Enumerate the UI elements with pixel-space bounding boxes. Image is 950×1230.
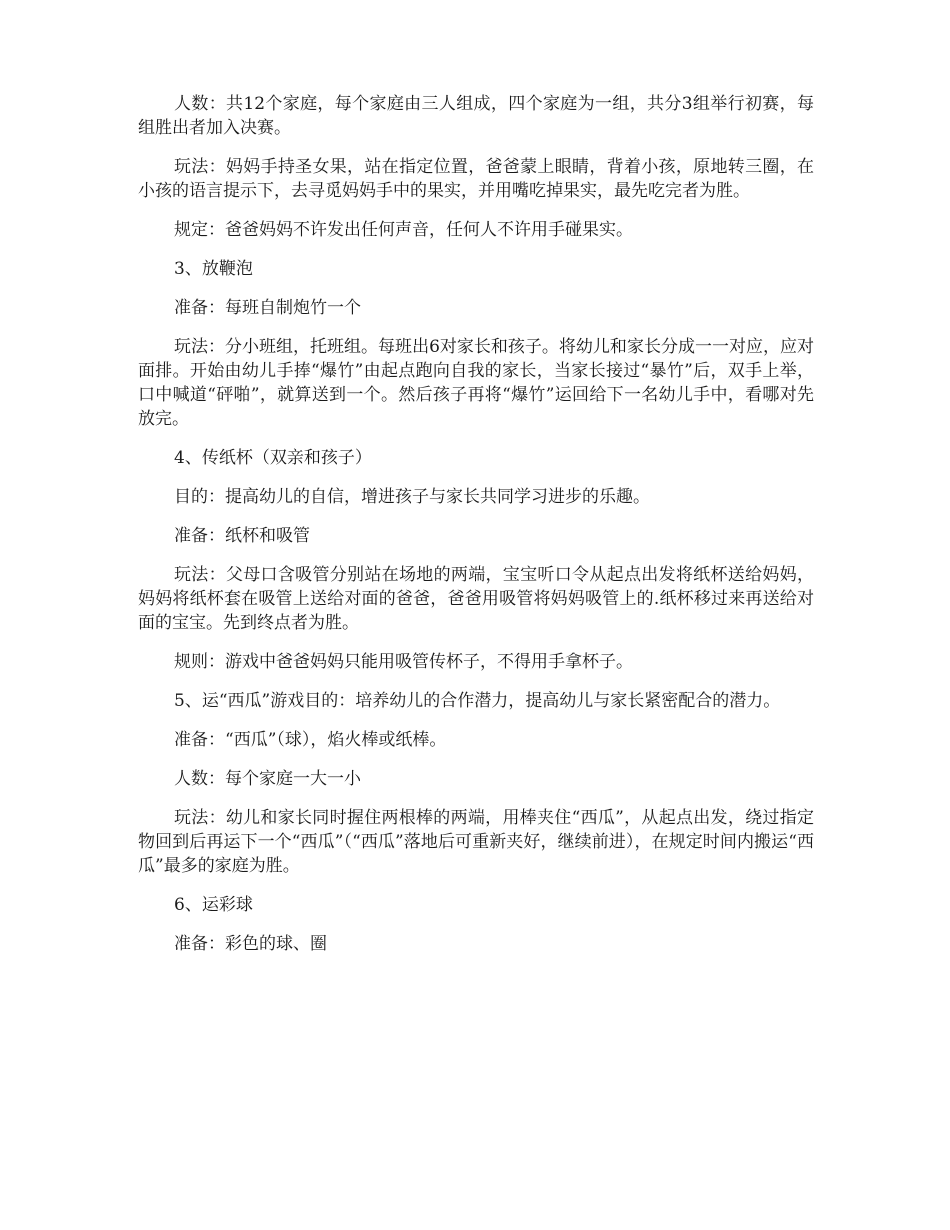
paragraph-watermelon-participants: 人数：每个家庭一大一小 xyxy=(174,769,361,789)
section-heading-watermelon: 5、运“西瓜”游戏目的：培养幼儿的合作潜力，提高幼儿与家长紧密配合的潜力。 xyxy=(174,691,781,711)
section-heading-firecracker: 3、放鞭泡 xyxy=(174,259,253,279)
document-page xyxy=(138,92,814,971)
paragraph-cup-rules: 规则：游戏中爸爸妈妈只能用吸管传杯子，不得用手拿杯子。 xyxy=(174,652,633,672)
paragraph-rules-play: 玩法：妈妈手持圣女果，站在指定位置，爸爸蒙上眼睛，背着小孩，原地转三圈，在小孩的语言提示下，去寻觅妈妈手中的果实，并用嘴吃掉果实，最先吃完者为胜。 xyxy=(138,157,814,201)
paragraph-firecracker-play: 玩法：分小班组，托班组。每班出6对家长和孩子。将幼儿和家长分成一一对应，应对面排。开始由幼儿手捧“爆竹”由起点跑向自我的家长，当家长接过“暴竹”后，双手上举，口中喊道“砰啪”，就算送到一个。然后孩子再将“爆竹”运回给下一名幼儿手中，看哪对先放完。 xyxy=(138,337,814,429)
paragraph-cup-play: 玩法：父母口含吸管分别站在场地的两端，宝宝听口令从起点出发将纸杯送给妈妈，妈妈将纸杯套在吸管上送给对面的爸爸，爸爸用吸管将妈妈吸管上的.纸杯移过来再送给对面的宝宝。先到终点者为胜。 xyxy=(138,565,814,633)
paragraph-ball-preparation: 准备：彩色的球、圈 xyxy=(174,934,327,954)
paragraph-cup-preparation: 准备：纸杯和吸管 xyxy=(174,526,310,546)
paragraph-watermelon-play: 玩法：幼儿和家长同时握住两根棒的两端，用棒夹住“西瓜”，从起点出发，绕过指定物回到后再运下一个“西瓜”（“西瓜”落地后可重新夹好，继续前进），在规定时间内搬运“西瓜”最多的家庭为胜。 xyxy=(138,808,814,876)
paragraph-regulation: 规定：爸爸妈妈不许发出任何声音，任何人不许用手碰果实。 xyxy=(174,220,633,240)
section-heading-paper-cup: 4、传纸杯（双亲和孩子） xyxy=(174,448,372,468)
paragraph-watermelon-preparation: 准备：“西瓜”（球），焰火棒或纸棒。 xyxy=(174,730,447,750)
paragraph-purpose: 目的：提高幼儿的自信，增进孩子与家长共同学习进步的乐趣。 xyxy=(174,487,650,507)
paragraph-participants: 人数：共12个家庭，每个家庭由三人组成，四个家庭为一组，共分3组举行初赛，每组胜出者加入决赛。 xyxy=(138,94,814,138)
paragraph-preparation: 准备：每班自制炮竹一个 xyxy=(174,298,361,318)
section-heading-colored-ball: 6、运彩球 xyxy=(174,895,253,915)
